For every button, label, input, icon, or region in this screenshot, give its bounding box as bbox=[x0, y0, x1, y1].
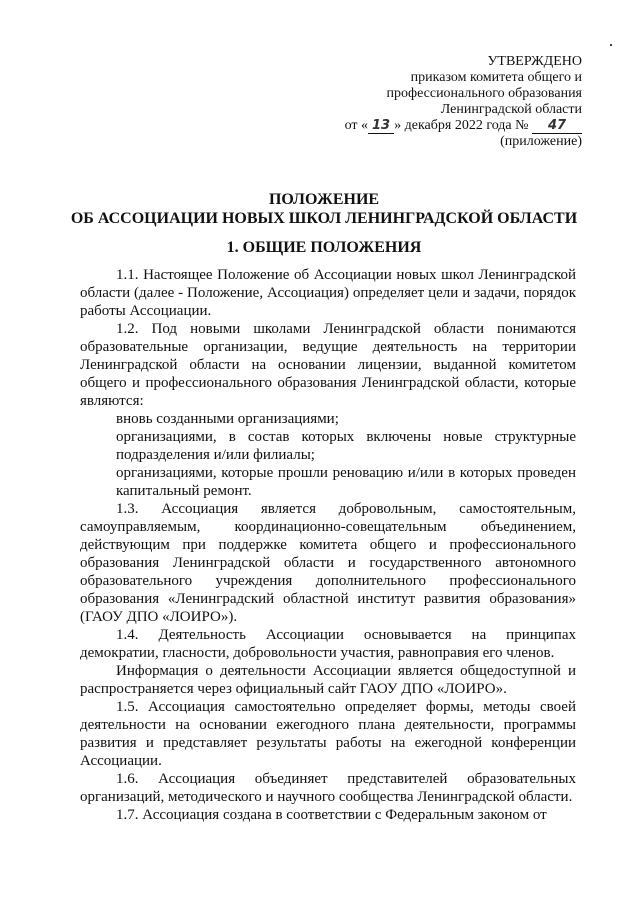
date-suffix: » декабря 2022 года № bbox=[394, 118, 529, 133]
order-number-value: 47 bbox=[547, 118, 567, 133]
document-title: ПОЛОЖЕНИЕ bbox=[268, 191, 380, 208]
order-number-handwritten bbox=[532, 119, 582, 134]
section-body bbox=[80, 266, 576, 824]
date-day-value: 13 bbox=[372, 118, 391, 133]
approval-line-3: профессионального образования bbox=[386, 86, 582, 101]
approval-block bbox=[345, 54, 582, 150]
paragraph-1-4-info: Информация о деятельности Ассоциации является общедоступной и распространяется через официальный сайт ГАОУ ДПО «ЛОИРО». bbox=[80, 663, 576, 697]
paragraph-1-3: 1.3. Ассоциация является добровольным, самостоятельным, самоуправляемым, координационно-совещательным объединением, действующим при поддержке комитета общего и профессионального образования Ленинградской области и государственного автономного образовательного учреждения дополнительного профессионального образования «Ленинградский областной институт развития образования» (ГАОУ ДПО «ЛОИРО»). bbox=[80, 501, 576, 625]
date-prefix: от « bbox=[344, 118, 369, 133]
approval-date-line bbox=[345, 118, 582, 134]
section-heading: 1. ОБЩИЕ ПОЛОЖЕНИЯ bbox=[226, 239, 422, 256]
paragraph-1-4: 1.4. Деятельность Ассоциации основывается на принципах демократии, гласности, добровольности участия, равноправия его членов. bbox=[80, 627, 576, 661]
paragraph-1-1: 1.1. Настоящее Положение об Ассоциации новых школ Ленинградской области (далее - Положение, Ассоциация) определяет цели и задачи, порядок работы Ассоциации. bbox=[80, 267, 576, 319]
date-day-handwritten bbox=[368, 119, 394, 134]
list-item: организациями, в состав которых включены новые структурные подразделения и/или филиалы; bbox=[116, 429, 576, 463]
paragraph-1-6: 1.6. Ассоциация объединяет представителей образовательных организаций, методического и научного сообщества Ленинградской области. bbox=[80, 771, 576, 805]
scan-dot bbox=[610, 44, 612, 46]
paragraph-1-2: 1.2. Под новыми школами Ленинградской области понимаются образовательные организации, ведущие деятельность на территории Ленинградской области на основании лицензии, выданной комитетом общего и профессионального образования Ленинградской области, которые являются: bbox=[80, 321, 576, 409]
list-item: организациями, которые прошли реновацию и/или в которых проведен капитальный ремонт. bbox=[116, 465, 576, 499]
list-item: вновь созданными организациями; bbox=[116, 411, 339, 427]
approval-line-2: приказом комитета общего и bbox=[410, 70, 582, 85]
paragraph-1-5: 1.5. Ассоциация самостоятельно определяет формы, методы своей деятельности на основании ежегодного плана деятельности, программы развития и представляет результаты работы на ежегодной конференции Ассоциации. bbox=[80, 699, 576, 769]
appendix-label: (приложение) bbox=[500, 134, 582, 149]
approval-line-4: Ленинградской области bbox=[440, 102, 582, 117]
paragraph-1-7: 1.7. Ассоциация создана в соответствии с Федеральным законом от bbox=[116, 807, 547, 823]
approval-heading: УТВЕРЖДЕНО bbox=[487, 54, 582, 69]
document-subtitle: ОБ АССОЦИАЦИИ НОВЫХ ШКОЛ ЛЕНИНГРАДСКОЙ ОБЛАСТИ bbox=[70, 210, 578, 227]
